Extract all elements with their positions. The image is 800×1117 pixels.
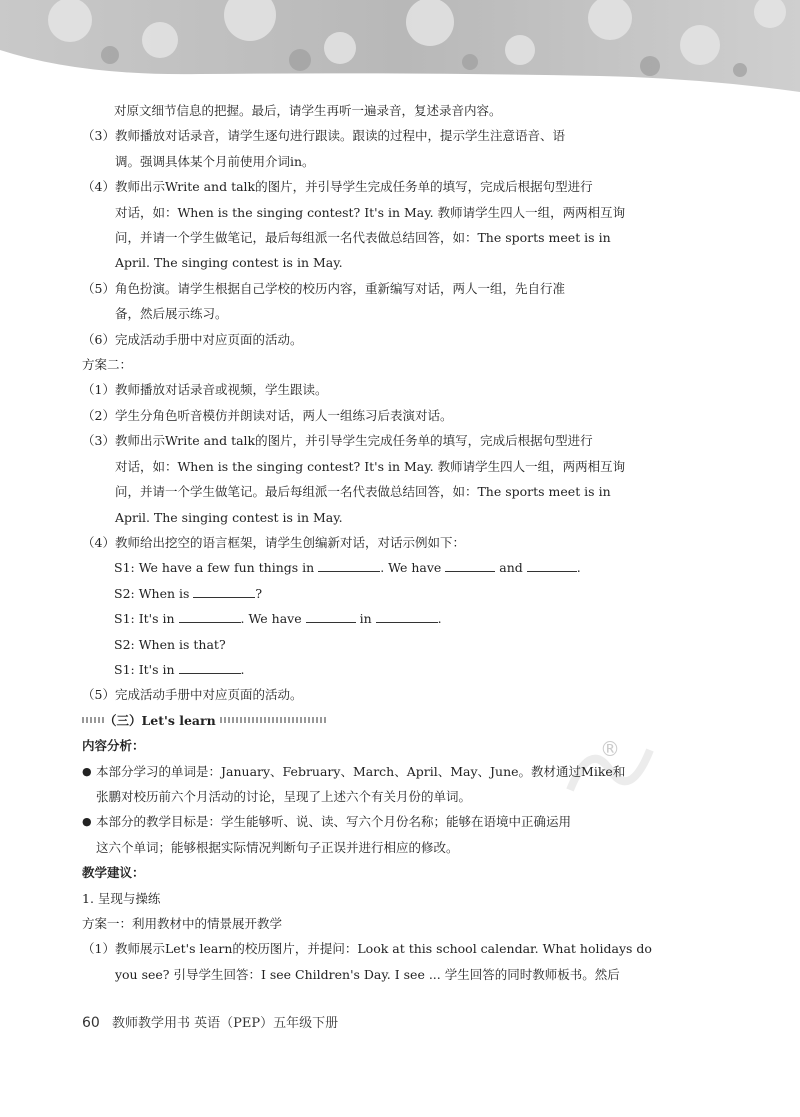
section-title: （三）Let's learn	[104, 712, 216, 728]
section-header	[82, 708, 710, 733]
plan-heading: 方案二：	[82, 357, 133, 373]
wavy-divider	[82, 717, 104, 723]
dialogue-text: and	[495, 560, 527, 576]
list-item	[82, 327, 710, 352]
item-number: （1）	[82, 941, 115, 957]
subheading: 1. 呈现与操练	[82, 890, 161, 906]
text-line: you see? 引导学生回答：I see Children's Day. I see ... 学生回答的同时教师板书。然后	[114, 966, 620, 982]
text-line: 教师播放对话录音或视频，学生跟读。	[114, 382, 328, 398]
item-number: （1）	[82, 382, 115, 398]
item-number: （3）	[82, 128, 115, 144]
decorative-floral-banner	[0, 0, 800, 100]
dialogue-line	[82, 606, 710, 631]
bullet-icon: ●	[82, 815, 92, 829]
text-line: 完成活动手册中对应页面的活动。	[114, 687, 303, 703]
dialogue-line: S2: When is that?	[114, 636, 226, 652]
dialogue-text: .	[437, 611, 442, 627]
fill-blank	[179, 660, 241, 674]
item-number: （5）	[82, 687, 115, 703]
text-line: 教师给出挖空的语言框架，请学生创编新对话，对话示例如下：	[114, 534, 465, 550]
text-line: April. The singing contest is in May.	[114, 255, 343, 271]
plan-heading: 方案一：利用教材中的情景展开教学	[82, 916, 283, 931]
list-item	[82, 530, 710, 555]
dialogue-text: .	[576, 560, 581, 576]
item-number: （3）	[82, 433, 115, 449]
book-title: 教师教学用书 英语（PEP）五年级下册	[111, 1016, 339, 1031]
dialogue-line	[82, 657, 710, 682]
fill-blank	[179, 609, 241, 623]
dialogue-line	[82, 581, 710, 606]
registered-mark: ®	[600, 737, 620, 761]
page-content	[82, 98, 710, 987]
list-item	[82, 936, 710, 987]
text-line: 问，并请一个学生做笔记，最后每组派一名代表做总结回答，如：The sports meet is in	[114, 230, 611, 246]
text-line: 教师出示Write and talk的图片，并引导学生完成任务单的填写，完成后根据句型进行	[114, 179, 593, 195]
bullet-item	[82, 759, 710, 810]
dialogue-text: S1: It's in	[114, 661, 179, 677]
wavy-divider	[220, 717, 328, 723]
fill-blank	[193, 584, 255, 598]
text-line: 这六个单词；能够根据实际情况判断句子正误并进行相应的修改。	[96, 839, 459, 855]
text-line: 本部分学习的单词是：January、February、March、April、May、June。教材通过Mike和	[96, 763, 626, 779]
item-number: （6）	[82, 331, 115, 347]
text-line: 角色扮演。请学生根据自己学校的校历内容，重新编写对话，两人一组，先自行准	[114, 280, 565, 296]
list-item	[82, 682, 710, 707]
text-line: 对原文细节信息的把握。最后，请学生再听一遍录音，复述录音内容。	[114, 103, 502, 118]
dialogue-text: ?	[255, 585, 263, 601]
dialogue-text: . We have	[380, 560, 446, 576]
text-line: 对话，如：When is the singing contest? It's in May. 教师请学生四人一组，两两相互询	[114, 458, 626, 474]
advice-heading: 教学建议：	[82, 865, 145, 881]
list-item	[82, 123, 710, 174]
text-line: 张鹏对校历前六个月活动的讨论，呈现了上述六个有关月份的单词。	[96, 788, 472, 804]
text-line: 完成活动手册中对应页面的活动。	[114, 331, 303, 347]
dialogue-text: S1: We have a few fun things in	[114, 560, 319, 576]
fill-blank	[445, 558, 495, 572]
page-number: 60	[82, 1015, 100, 1031]
list-item	[82, 276, 710, 327]
dialogue-line	[82, 555, 710, 580]
item-number: （4）	[82, 179, 115, 195]
content-heading: 内容分析：	[82, 738, 145, 754]
bullet-icon: ●	[82, 764, 92, 778]
text-line: 学生分角色听音模仿并朗读对话，两人一组练习后表演对话。	[114, 407, 453, 423]
list-item	[82, 403, 710, 428]
dialogue-text: S2: When is	[114, 585, 194, 601]
text-line: 本部分的教学目标是：学生能够听、说、读、写六个月份名称；能够在语境中正确运用	[96, 814, 572, 830]
fill-blank	[318, 558, 380, 572]
text-line: 备，然后展示练习。	[114, 306, 228, 322]
dialogue-text: in	[355, 611, 376, 627]
text-line: 对话，如：When is the singing contest? It's in May. 教师请学生四人一组，两两相互询	[114, 204, 626, 220]
dialogue-text: . We have	[240, 611, 306, 627]
fill-blank	[376, 609, 438, 623]
item-number: （2）	[82, 407, 115, 423]
text-line: 教师出示Write and talk的图片，并引导学生完成任务单的填写，完成后根据句型进行	[114, 433, 593, 449]
text-line: 问，并请一个学生做笔记。最后每组派一名代表做总结回答，如：The sports meet is in	[114, 484, 611, 500]
item-number: （5）	[82, 280, 115, 296]
page-footer	[82, 1012, 338, 1031]
fill-blank	[306, 609, 356, 623]
list-item	[82, 428, 710, 530]
dialogue-text: .	[240, 661, 245, 677]
text-line: 教师展示Let's learn的校历图片，并提问：Look at this school calendar. What holidays do	[114, 941, 652, 957]
fill-blank	[527, 558, 577, 572]
list-item	[82, 174, 710, 276]
text-line: 调。强调具体某个月前使用介词in。	[114, 153, 315, 169]
list-item	[82, 377, 710, 402]
item-number: （4）	[82, 534, 115, 550]
dialogue-text: S1: It's in	[114, 611, 179, 627]
bullet-item	[82, 809, 710, 860]
text-line: April. The singing contest is in May.	[114, 509, 343, 525]
text-line: 教师播放对话录音，请学生逐句进行跟读。跟读的过程中，提示学生注意语音、语	[114, 128, 565, 144]
